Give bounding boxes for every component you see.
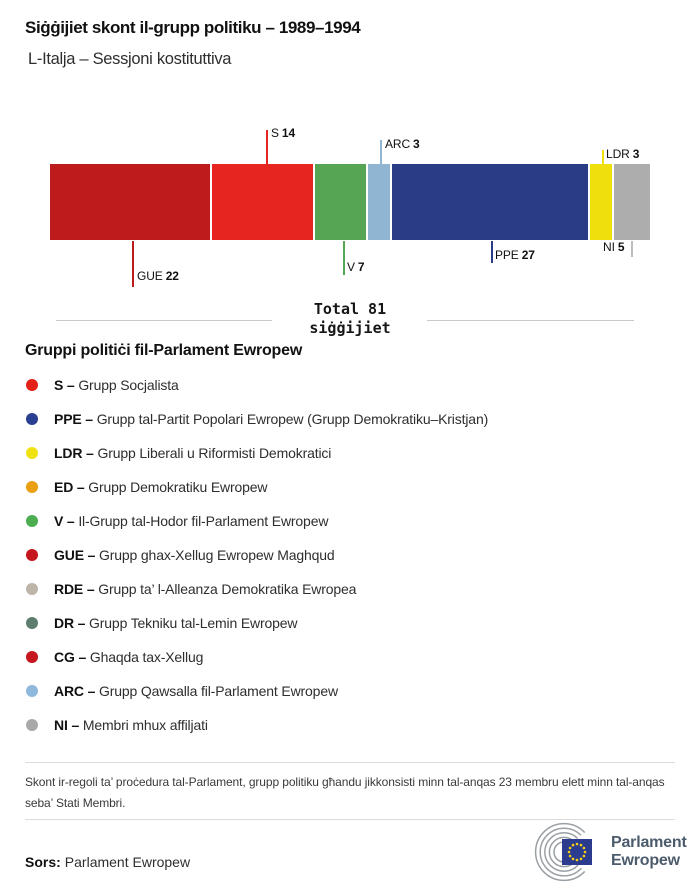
callout-line-v bbox=[343, 241, 345, 275]
legend-color-dot-icon bbox=[26, 413, 38, 425]
legend-color-dot-icon bbox=[26, 617, 38, 629]
legend-item-s bbox=[25, 368, 685, 402]
legend-item-gue bbox=[25, 538, 685, 572]
total-seats-line2: siġġijiet bbox=[309, 319, 391, 337]
bar-segment-v bbox=[315, 164, 366, 240]
bar-label-gue: GUE 22 bbox=[137, 269, 179, 283]
total-seats-label bbox=[260, 300, 440, 338]
legend-item-label: S – Grupp Socjalista bbox=[54, 377, 179, 393]
callout-line-arc bbox=[380, 140, 382, 164]
legend-color-dot-icon bbox=[26, 379, 38, 391]
legend-item-label: RDE – Grupp ta’ l-Alleanza Demokratika Ewropea bbox=[54, 581, 357, 597]
legend-item-ni bbox=[25, 708, 685, 742]
legend-color-dot-icon bbox=[26, 651, 38, 663]
legend-item-ppe bbox=[25, 402, 685, 436]
source-line bbox=[25, 854, 190, 870]
total-divider-right bbox=[427, 320, 634, 321]
bar-segment-ni bbox=[614, 164, 650, 240]
legend-color-dot-icon bbox=[26, 515, 38, 527]
callout-line-s bbox=[266, 130, 268, 164]
bar-label-v: V 7 bbox=[347, 260, 365, 274]
legend-item-v bbox=[25, 504, 685, 538]
footnote-text: Skont ir-regoli ta’ proċedura tal-Parlament, grupp politiku għandu jikkonsisti minn tal-anqas 23 membru elett minn tal-anqas seba’ Stati Membri. bbox=[25, 775, 665, 810]
legend-list bbox=[25, 368, 685, 742]
legend-item-cg bbox=[25, 640, 685, 674]
legend-color-dot-icon bbox=[26, 719, 38, 731]
bar-segment-arc bbox=[368, 164, 390, 240]
ep-logo-line2: Ewropew bbox=[611, 852, 680, 869]
ep-logo bbox=[531, 822, 687, 882]
legend-item-label: CG – Ghaqda tax-Xellug bbox=[54, 649, 204, 665]
stacked-seat-bar bbox=[50, 164, 650, 240]
bar-label-ni: NI 5 bbox=[603, 240, 625, 254]
bar-label-ppe: PPE 27 bbox=[495, 248, 535, 262]
bar-label-ldr: LDR 3 bbox=[606, 147, 640, 161]
bar-label-arc: ARC 3 bbox=[385, 137, 420, 151]
legend-color-dot-icon bbox=[26, 583, 38, 595]
legend-color-dot-icon bbox=[26, 549, 38, 561]
callout-line-gue bbox=[132, 241, 134, 287]
footnote-divider-top bbox=[25, 762, 675, 763]
footnote-divider-bottom bbox=[25, 819, 675, 820]
legend-item-ldr bbox=[25, 436, 685, 470]
legend-item-rde bbox=[25, 572, 685, 606]
total-seats-line1: Total 81 bbox=[313, 300, 387, 318]
callout-line-ldr bbox=[602, 150, 604, 164]
bar-segment-gue bbox=[50, 164, 210, 240]
page-title: Siġġijiet skont il-grupp politiku – 1989–1994 bbox=[25, 18, 361, 37]
ep-logo-wordmark bbox=[611, 834, 687, 871]
ep-hemicycle-icon bbox=[531, 822, 603, 882]
legend-item-label: DR – Grupp Tekniku tal-Lemin Ewropew bbox=[54, 615, 298, 631]
legend-item-ed bbox=[25, 470, 685, 504]
legend-item-dr bbox=[25, 606, 685, 640]
page-subtitle: L-Italja – Sessjoni kostituttiva bbox=[28, 50, 232, 68]
legend-color-dot-icon bbox=[26, 481, 38, 493]
legend-item-arc bbox=[25, 674, 685, 708]
bar-segment-ldr bbox=[590, 164, 612, 240]
legend-item-label: NI – Membri mhux affiljati bbox=[54, 717, 208, 733]
bar-label-s: S 14 bbox=[271, 126, 296, 140]
legend-color-dot-icon bbox=[26, 447, 38, 459]
legend-item-label: LDR – Grupp Liberali u Riformisti Demokratici bbox=[54, 445, 332, 461]
source-label: Sors: bbox=[25, 854, 61, 870]
source-text: Parlament Ewropew bbox=[64, 854, 191, 870]
eu-flag-icon bbox=[562, 839, 592, 865]
legend-item-label: V – Il-Grupp tal-Hodor fil-Parlament Ewropew bbox=[54, 513, 329, 529]
legend-item-label: ARC – Grupp Qawsalla fil-Parlament Ewropew bbox=[54, 683, 338, 699]
legend-item-label: GUE – Grupp ghax-Xellug Ewropew Maghqud bbox=[54, 547, 335, 563]
callout-line-ni bbox=[631, 241, 633, 257]
total-divider-left bbox=[56, 320, 272, 321]
bar-segment-ppe bbox=[392, 164, 588, 240]
bar-segment-s bbox=[212, 164, 314, 240]
callout-line-ppe bbox=[491, 241, 493, 263]
legend-color-dot-icon bbox=[26, 685, 38, 697]
legend-item-label: ED – Grupp Demokratiku Ewropew bbox=[54, 479, 268, 495]
legend-heading: Gruppi politiċi fil-Parlament Ewropew bbox=[25, 342, 303, 359]
legend-item-label: PPE – Grupp tal-Partit Popolari Ewropew (Grupp Demokratiku–Kristjan) bbox=[54, 411, 489, 427]
ep-logo-line1: Parlament bbox=[611, 833, 687, 851]
